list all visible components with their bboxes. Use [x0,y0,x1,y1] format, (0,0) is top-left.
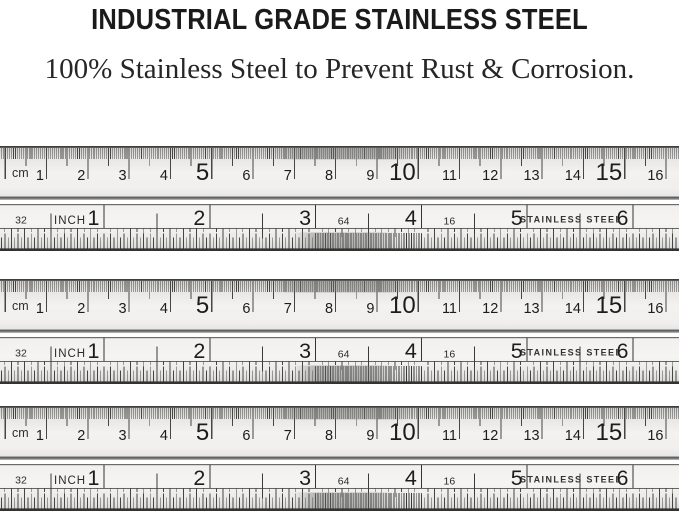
product-listing-image [0,5,679,529]
svg-text:13: 13 [523,167,540,184]
svg-text:16: 16 [443,348,456,361]
svg-text:6: 6 [616,338,629,363]
svg-text:9: 9 [366,167,375,184]
svg-text:7: 7 [283,167,292,184]
ruler-photos [0,146,679,511]
svg-text:6: 6 [242,427,251,444]
ruler-photo-1 [0,146,679,251]
headline: INDUSTRIAL GRADE STAINLESS STEEL [91,4,588,36]
svg-text:2: 2 [77,427,86,444]
svg-text:15: 15 [595,418,623,446]
svg-text:INCH: INCH [54,214,87,227]
svg-text:3: 3 [118,300,127,317]
svg-text:1: 1 [87,465,100,490]
svg-text:2: 2 [193,338,206,363]
svg-text:12: 12 [482,167,499,184]
svg-text:4: 4 [404,465,417,490]
svg-text:16: 16 [647,167,664,184]
svg-text:16: 16 [647,300,664,317]
svg-text:16: 16 [443,215,456,228]
ruler-image [0,146,679,251]
svg-text:4: 4 [159,167,168,184]
svg-text:2: 2 [193,465,206,490]
svg-text:12: 12 [482,427,499,444]
svg-text:10: 10 [388,418,416,446]
svg-text:32: 32 [15,214,27,227]
svg-text:7: 7 [283,300,292,317]
svg-text:4: 4 [404,338,417,363]
svg-text:4: 4 [159,300,168,317]
svg-text:3: 3 [118,167,127,184]
svg-text:32: 32 [15,347,27,360]
svg-text:10: 10 [388,291,416,319]
svg-text:5: 5 [195,418,210,446]
svg-text:16: 16 [443,475,456,488]
ruler-photo-3 [0,406,679,511]
svg-text:11: 11 [441,167,457,184]
svg-text:5: 5 [510,338,523,363]
svg-text:6: 6 [616,465,629,490]
svg-text:2: 2 [193,205,206,230]
svg-text:6: 6 [242,167,251,184]
svg-text:6: 6 [242,300,251,317]
svg-text:STAINLESS STEEL: STAINLESS STEEL [520,214,623,225]
ruler-photo-2 [0,279,679,384]
svg-text:1: 1 [87,338,100,363]
svg-text:12: 12 [482,300,499,317]
svg-text:1: 1 [35,300,44,317]
svg-text:8: 8 [325,300,334,317]
svg-text:4: 4 [159,427,168,444]
subheadline: 100% Stainless Steel to Prevent Rust & Corrosion. [44,52,635,85]
svg-text:STAINLESS STEEL: STAINLESS STEEL [520,474,623,485]
svg-text:15: 15 [595,158,623,186]
svg-text:16: 16 [647,427,664,444]
svg-text:13: 13 [523,300,540,317]
svg-text:64: 64 [337,215,350,228]
svg-text:14: 14 [564,300,581,317]
svg-text:3: 3 [299,465,312,490]
svg-text:3: 3 [299,338,312,363]
svg-text:5: 5 [510,205,523,230]
svg-text:32: 32 [15,474,27,487]
svg-text:cm: cm [12,298,29,313]
svg-text:11: 11 [441,427,457,444]
svg-text:2: 2 [77,300,86,317]
svg-text:8: 8 [325,167,334,184]
svg-text:STAINLESS STEEL: STAINLESS STEEL [520,347,623,358]
svg-text:INCH: INCH [54,347,87,360]
svg-text:64: 64 [337,348,350,361]
svg-text:6: 6 [616,205,629,230]
ruler-image [0,279,679,384]
svg-text:9: 9 [366,300,375,317]
svg-text:9: 9 [366,427,375,444]
svg-text:14: 14 [564,427,581,444]
svg-text:1: 1 [35,427,44,444]
svg-text:4: 4 [404,205,417,230]
svg-text:10: 10 [388,158,416,186]
svg-text:7: 7 [283,427,292,444]
svg-text:3: 3 [118,427,127,444]
svg-text:1: 1 [35,167,44,184]
svg-text:15: 15 [595,291,623,319]
svg-text:5: 5 [195,291,210,319]
svg-text:64: 64 [337,475,350,488]
svg-text:cm: cm [12,165,29,180]
svg-text:1: 1 [87,205,100,230]
svg-text:11: 11 [441,300,457,317]
svg-text:14: 14 [564,167,581,184]
svg-text:5: 5 [195,158,210,186]
svg-text:8: 8 [325,427,334,444]
svg-text:INCH: INCH [54,474,87,487]
ruler-image [0,406,679,511]
svg-text:3: 3 [299,205,312,230]
svg-text:2: 2 [77,167,86,184]
svg-text:cm: cm [12,425,29,440]
svg-text:13: 13 [523,427,540,444]
svg-text:5: 5 [510,465,523,490]
